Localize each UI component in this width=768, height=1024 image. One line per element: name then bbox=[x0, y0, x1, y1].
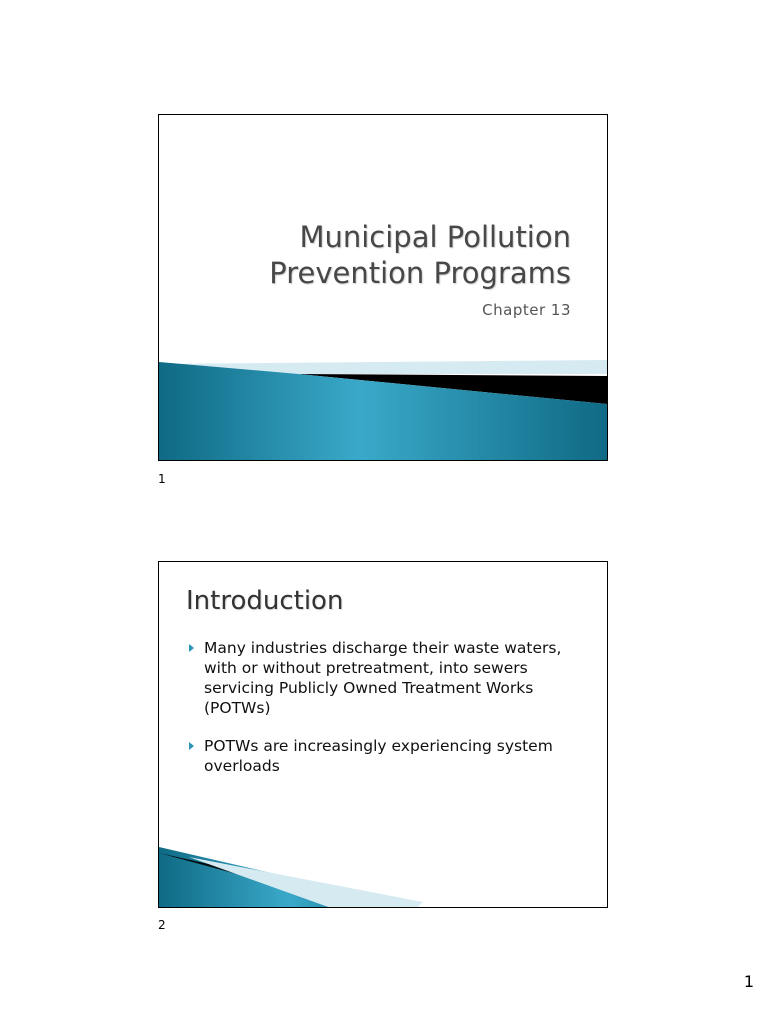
bullet-text: POTWs are increasingly experiencing system overloads bbox=[204, 737, 553, 775]
decorative-band bbox=[159, 360, 607, 460]
title-line-2: Prevention Programs bbox=[269, 256, 571, 290]
slide-number-1: 1 bbox=[158, 472, 166, 486]
slide-2 bbox=[158, 561, 608, 908]
triangle-bullet-icon bbox=[189, 742, 194, 750]
bullet-text: Many industries discharge their waste waters, with or without pretreatment, into sewers servicing Publicly Owned Treatment Works (POTWs) bbox=[204, 639, 562, 717]
list-item bbox=[189, 736, 589, 776]
slide-title bbox=[171, 219, 571, 291]
slide-1 bbox=[158, 114, 608, 461]
slide-number-2: 2 bbox=[158, 918, 166, 932]
slide-subtitle: Chapter 13 bbox=[482, 301, 571, 319]
title-line-1: Municipal Pollution bbox=[299, 220, 571, 254]
bullet-list bbox=[189, 638, 589, 794]
decorative-band bbox=[159, 847, 607, 907]
page-number: 1 bbox=[743, 972, 754, 991]
slide-title: Introduction bbox=[186, 586, 344, 616]
list-item bbox=[189, 638, 589, 718]
triangle-bullet-icon bbox=[189, 644, 194, 652]
